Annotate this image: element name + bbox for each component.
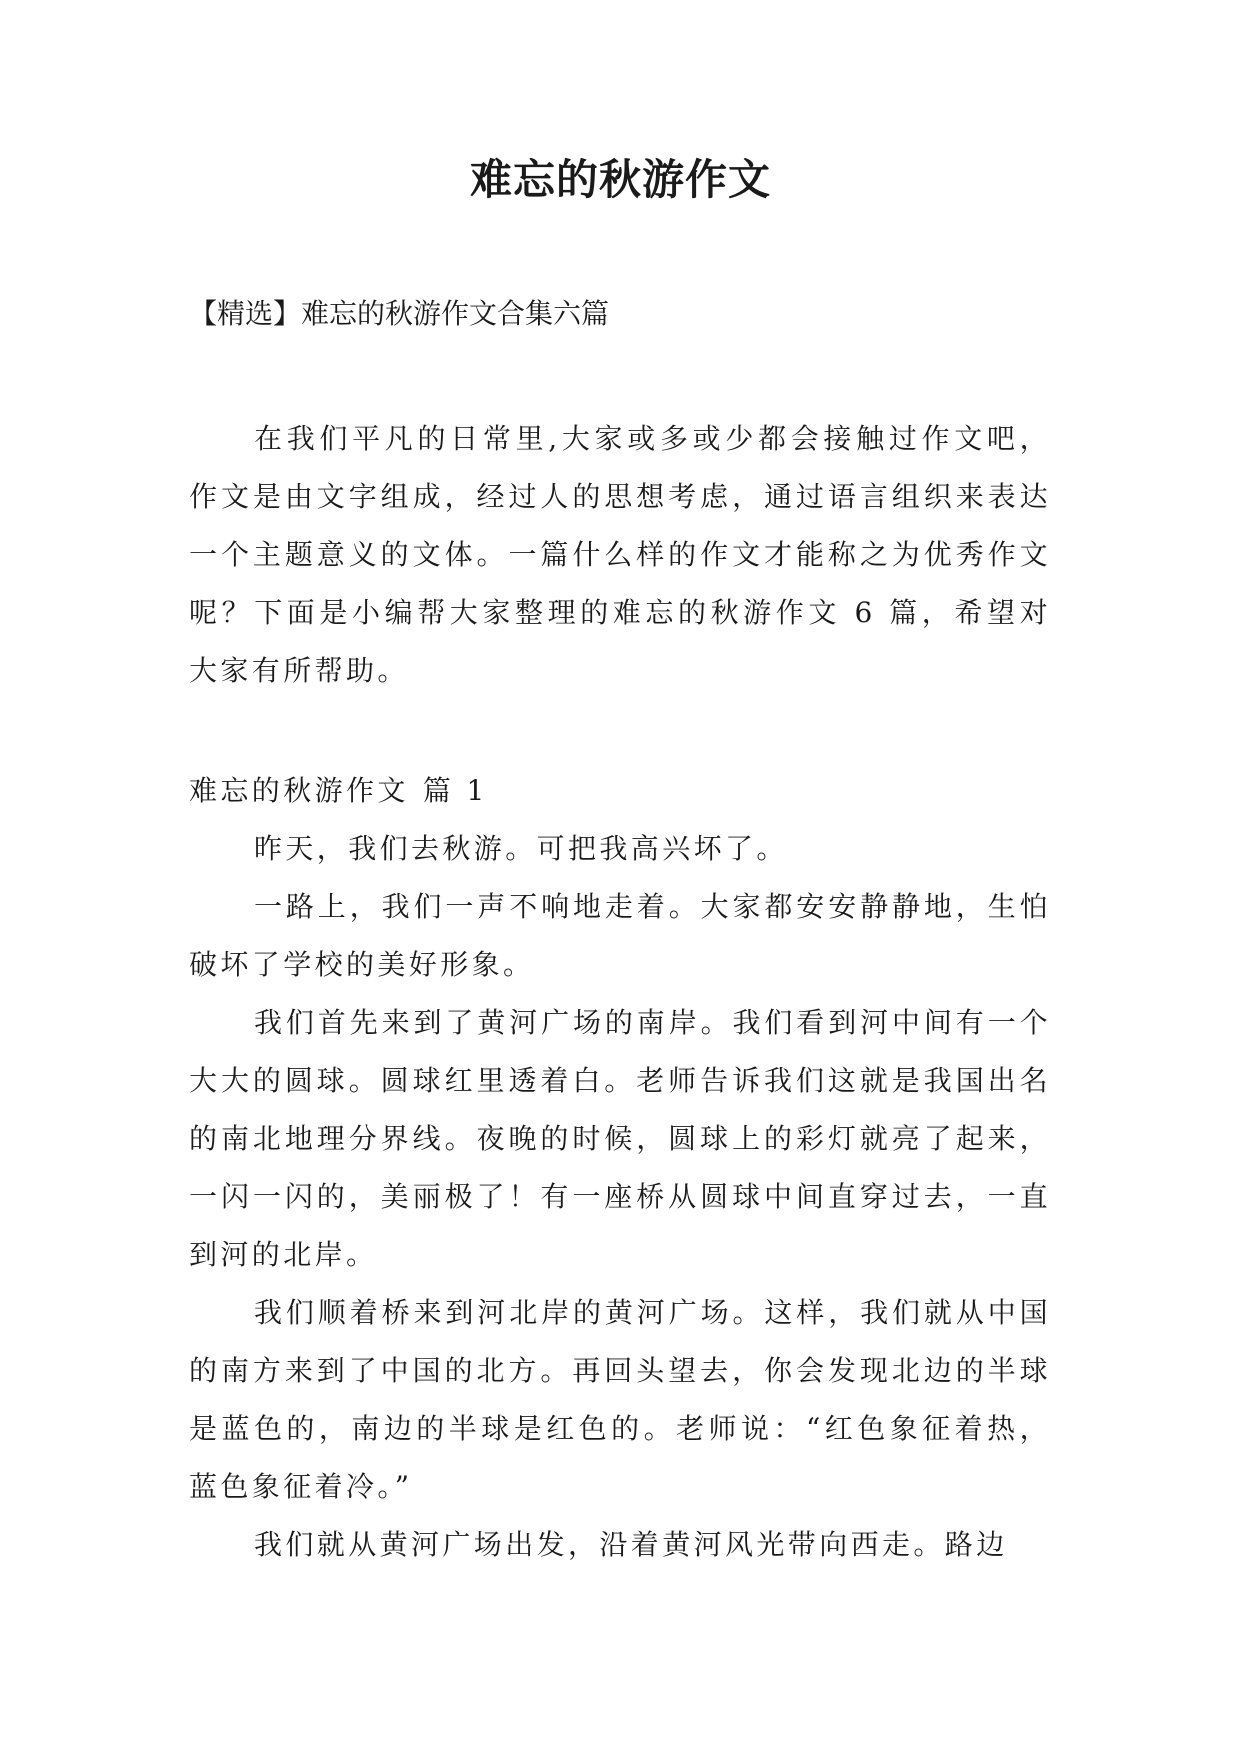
body-paragraph: 我们首先来到了黄河广场的南岸。我们看到河中间有一个大大的圆球。圆球红里透着白。老师告诉我们这就是我国出名的南北地理分界线。夜晚的时候，圆球上的彩灯就亮了起来，一闪一闪的，美丽极了！有一座桥从圆球中间直穿过去，一直到河的北岸。 [189,1006,1051,1271]
section-heading [189,762,1051,820]
section-heading-title: 难忘的秋游作文 [189,774,409,807]
body-paragraph: 一路上，我们一声不响地走着。大家都安安静静地，生怕破坏了学校的美好形象。 [189,890,1051,981]
document-body [189,410,1051,1574]
body-paragraph: 我们就从黄河广场出发，沿着黄河风光带向西走。路边 [254,1528,1008,1561]
body-paragraph: 我们顺着桥来到河北岸的黄河广场。这样，我们就从中国的南方来到了中国的北方。再回头望去，你会发现北边的半球是蓝色的，南边的半球是红色的。老师说：“红色象征着热，蓝色象征着冷。” [189,1296,1051,1503]
intro-paragraph: 在我们平凡的日常里,大家或多或少都会接触过作文吧，作文是由文字组成，经过人的思想考虑，通过语言组织来表达一个主题意义的文体。一篇什么样的作文才能称之为优秀作文呢？下面是小编帮大家整理的难忘的秋游作文 6 篇，希望对大家有所帮助。 [189,422,1051,687]
document-subtitle: 【精选】难忘的秋游作文合集六篇 [189,297,610,330]
section-heading-number: 篇 1 [422,774,488,807]
document-title: 难忘的秋游作文 [469,155,771,204]
body-paragraph: 昨天，我们去秋游。可把我高兴坏了。 [254,832,788,865]
